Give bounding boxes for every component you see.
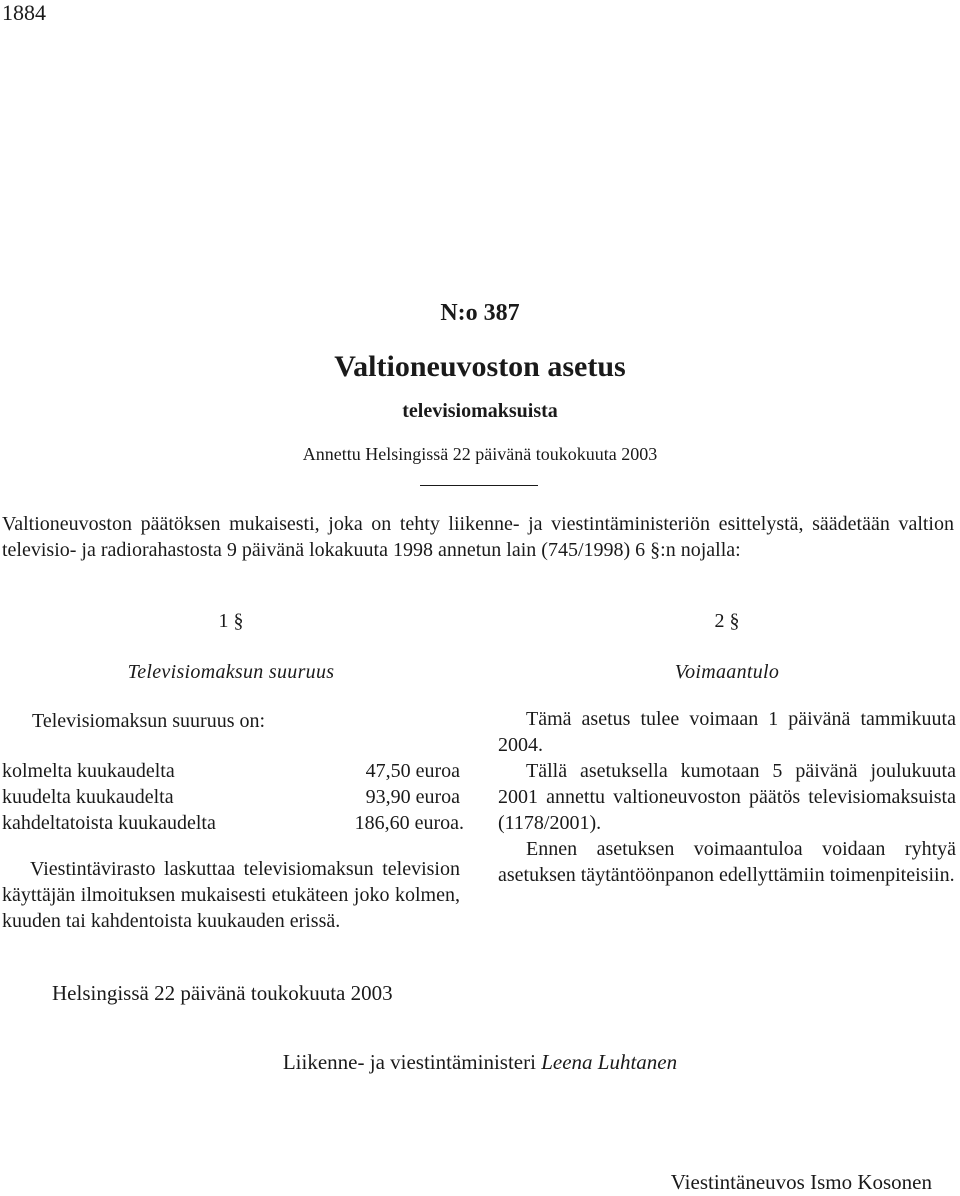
fee-label-6-months: kuudelta kuukaudelta — [2, 786, 174, 808]
decree-subtitle: televisiomaksuista — [402, 400, 558, 422]
fee-label-3-months: kolmelta kuukaudelta — [2, 760, 175, 782]
section-1-billing-paragraph: Viestintävirasto laskuttaa televisiomaksun television käyttäjän ilmoituksen mukaisesti etukäteen joko kolmen, kuuden tai kahdentoista kuukauden erissä. — [2, 858, 460, 932]
given-date-line: Annettu Helsingissä 22 päivänä toukokuuta 2003 — [302, 444, 658, 464]
section-2-title: Voimaantulo — [674, 661, 780, 683]
section-2-paragraph-3: Ennen asetuksen voimaantuloa voidaan ryhtyä asetuksen täytäntöönpanon edellyttämiin toimenpiteisiin. — [498, 838, 956, 886]
fee-value-6-months: 93,90 euroa — [365, 786, 460, 808]
signoff-place-date: Helsingissä 22 päivänä toukokuuta 2003 — [52, 981, 393, 1005]
fee-value-3-months: 47,50 euroa — [365, 760, 460, 782]
title-divider — [420, 485, 538, 486]
fee-value-12-months: 186,60 euroa. — [354, 812, 464, 834]
section-1-intro: Televisiomaksun suuruus on: — [32, 710, 266, 732]
section-2-paragraph-1: Tämä asetus tulee voimaan 1 päivänä tammikuuta 2004. — [498, 708, 956, 756]
preamble-paragraph: Valtioneuvoston päätöksen mukaisesti, joka on tehty liikenne- ja viestintäministeriön esittelystä, säädetään valtion televisio- ja radiorahastosta 9 päivänä lokakuuta 1998 annetun lain (745/1998) 6 §:n nojalla: — [2, 513, 954, 561]
section-1-heading: 1 § — [218, 610, 244, 632]
page-number: 1884 — [2, 0, 46, 25]
section-2-heading: 2 § — [714, 610, 740, 632]
minister-name: Leena Luhtanen — [541, 1050, 678, 1074]
decree-title: Valtioneuvoston asetus — [334, 350, 626, 383]
decree-number: N:o 387 — [440, 300, 520, 326]
minister-title: Liikenne- ja viestintäministeri — [282, 1050, 536, 1074]
section-1-title: Televisiomaksun suuruus — [127, 661, 335, 683]
secretary-signature: Viestintäneuvos Ismo Kosonen — [670, 1170, 932, 1194]
minister-signature-line — [0, 1050, 960, 1075]
fee-label-12-months: kahdeltatoista kuukaudelta — [2, 812, 216, 834]
section-2-paragraph-2: Tällä asetuksella kumotaan 5 päivänä joulukuuta 2001 annettu valtioneuvoston päätös televisiomaksuista (1178/2001). — [498, 760, 956, 834]
